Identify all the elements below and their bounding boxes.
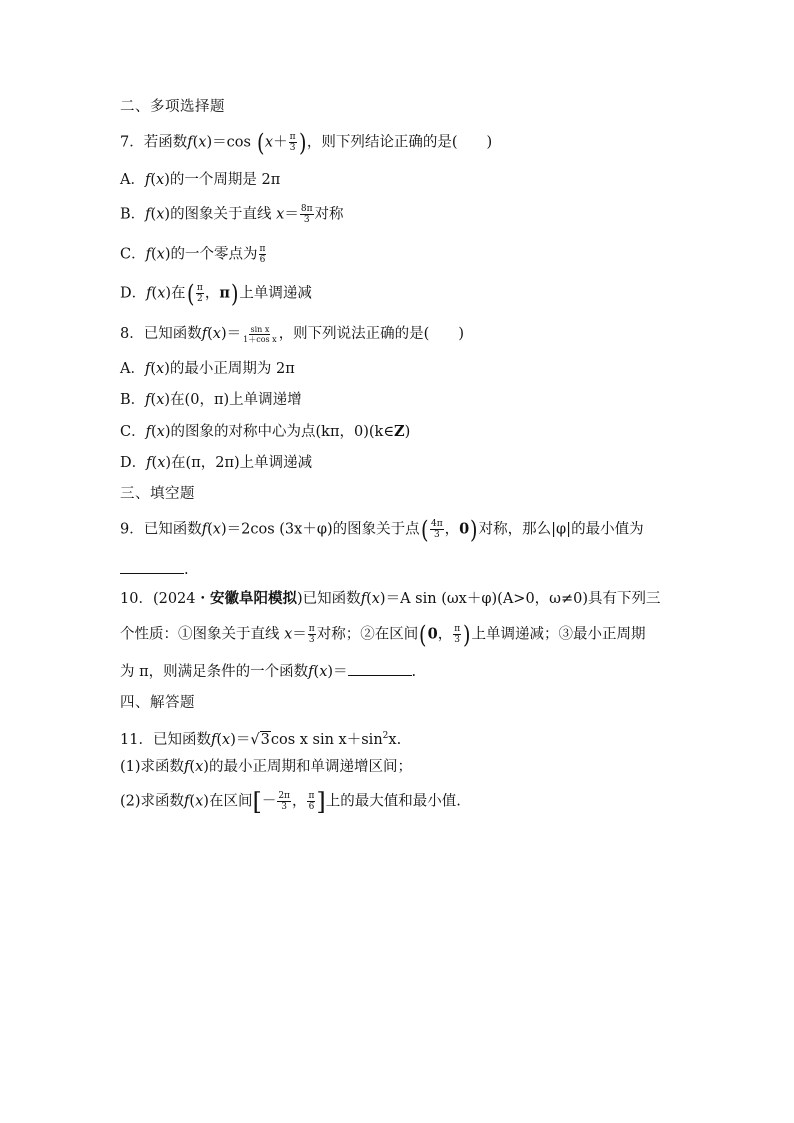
- question-9-answer-line: .: [120, 560, 189, 580]
- fraction-sin-over-1-plus-cos: $\frac{\text{sin x}}{\text{1＋cos x}}$: [243, 324, 277, 344]
- question-11-stem: 11．已知函数f(x)＝√3cos x $\sin x+\sin^2x$.: [120, 731, 402, 748]
- fraction-pi-over-2: $\frac{\pi}{2}$: [196, 283, 203, 304]
- question-8-stem: 8．已知函数f(x)＝ $\frac{\text{sin x}}{\text{1＋cos x}}$ ，则下列说法正确的是( ): [120, 324, 465, 344]
- sqrt-3: 3: [260, 731, 270, 748]
- question-7-option-b: B．f(x)的图象关于直线 x＝ $\frac{8\pi}{3}$ 对称: [120, 204, 344, 225]
- fraction-pi-over-6: $\frac{\pi}{6}$: [308, 791, 315, 812]
- section-heading-answer: 四、解答题: [120, 695, 195, 711]
- fraction-4pi-over-3: $\frac{4\pi}{3}$: [431, 519, 443, 540]
- question-8-option-b: B．f(x)在(0，π)上单调递增: [120, 392, 302, 408]
- question-7-option-d: D．f(x)在( $\frac{\pi}{2}$ ，π)上单调递减: [120, 279, 312, 308]
- question-9-stem: 9．已知函数f(x)＝2cos (3x＋φ)的图象关于点( $\frac{4\pi}{3}$ ，0)对称，那么|φ|的最小值为: [120, 515, 644, 544]
- question-8-option-a: A．f(x)的最小正周期为 2π: [120, 361, 295, 377]
- question-7-option-a: A．f(x)的一个周期是 2π: [120, 172, 281, 188]
- fraction-pi-over-3: $\frac{\pi}{3}$: [454, 624, 461, 645]
- fraction-2pi-over-3: $\frac{2\pi}{3}$: [278, 791, 290, 812]
- question-8-option-d: D．f(x)在(π，2π)上单调递减: [120, 455, 313, 471]
- question-10-line-2: 个性质：①图象关于直线 x＝ $\frac{\pi}{3}$ 对称；②在区间(0， $\frac{\pi}{3}$ )上单调递减；③最小正周期: [120, 620, 646, 649]
- question-8-option-c: C．f(x)的图象的对称中心为点(kπ，0)(k∈Z): [120, 423, 411, 440]
- question-10-line-3: 为 π，则满足条件的一个函数f(x)＝ .: [120, 664, 417, 680]
- question-10-line-1: 10．(2024・安徽阜阳模拟)已知函数f(x)＝A sin (ωx＋φ)(A>0，ω≠0)具有下列三: [120, 590, 661, 607]
- section-heading-fill-in: 三、填空题: [120, 486, 195, 502]
- question-11-part-2: (2)求函数f(x)在区间[－ $\frac{2\pi}{3}$ ， $\frac{\pi}{6}$ ]上的最大值和最小值.: [120, 787, 461, 816]
- answer-blank[interactable]: [120, 560, 184, 574]
- section-heading-multiple-choice: 二、多项选择题: [120, 99, 225, 115]
- fraction-pi-over-3: $\frac{\pi}{3}$: [308, 624, 315, 645]
- fraction-8pi-over-3: $\frac{8\pi}{3}$: [300, 204, 313, 225]
- answer-blank[interactable]: [348, 662, 412, 676]
- fraction-pi-over-6: $\frac{\pi}{6}$: [259, 244, 266, 265]
- question-11-part-1: (1)求函数f(x)的最小正周期和单调递增区间；: [120, 759, 412, 775]
- question-7-option-c: C．f(x)的一个零点为 $\frac{\pi}{6}$: [120, 244, 266, 265]
- question-7-stem: 7．若函数f(x)＝cos (x＋ $\frac{\pi}{3}$ )，则下列结论正确的是( ): [120, 128, 493, 157]
- fraction-pi-over-3: $\frac{\pi}{3}$: [289, 132, 296, 153]
